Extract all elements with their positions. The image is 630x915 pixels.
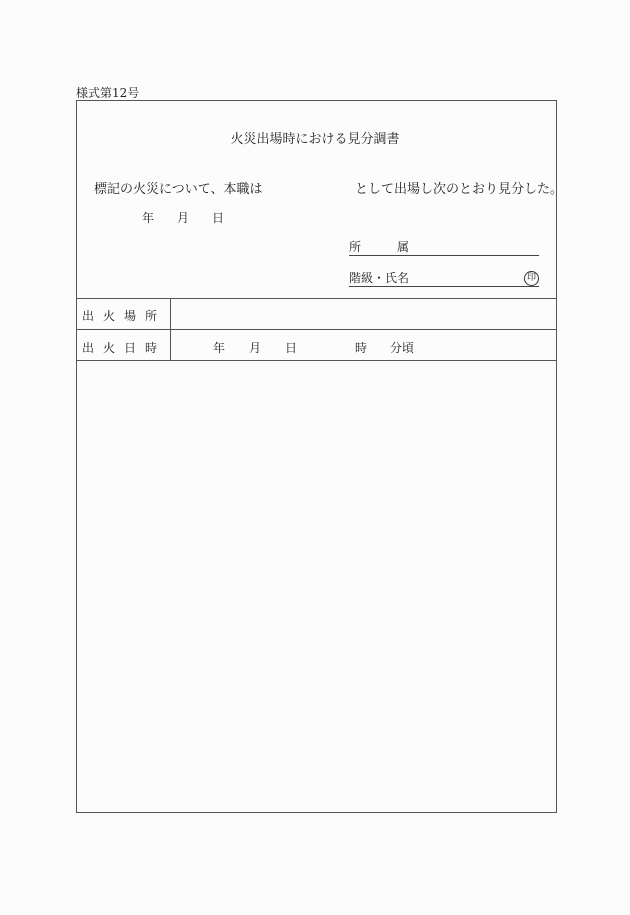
fire-hour-unit: 時 — [355, 341, 368, 355]
divider-bottom — [76, 360, 557, 361]
document-title: 火災出場時における見分調書 — [230, 132, 400, 147]
observation-body-area[interactable] — [78, 362, 555, 811]
fire-year-unit: 年 — [213, 341, 226, 355]
label-column-divider — [170, 298, 171, 360]
affiliation-label-2: 属 — [397, 240, 410, 254]
report-date-month: 月 — [177, 211, 190, 225]
affiliation-field[interactable] — [349, 238, 539, 256]
fire-location-label: 出火場所 — [82, 309, 167, 323]
report-date-day: 日 — [212, 211, 225, 225]
fire-month-unit: 月 — [249, 341, 262, 355]
fire-day-unit: 日 — [285, 341, 298, 355]
statement-right: として出場し次のとおり見分した。 — [355, 182, 564, 197]
affiliation-label-1: 所 — [349, 240, 362, 254]
seal-icon: 印 — [524, 271, 539, 286]
rank-name-label: 階級・氏名 — [349, 271, 410, 285]
report-date-year: 年 — [142, 211, 155, 225]
form-number: 様式第12号 — [76, 86, 140, 100]
rank-name-field[interactable] — [349, 269, 539, 287]
statement-left: 標記の火災について、本職は — [94, 182, 263, 197]
fire-datetime-label: 出火日時 — [82, 341, 167, 355]
fire-location-field[interactable] — [172, 299, 555, 329]
fire-minute-unit: 分頃 — [390, 341, 415, 355]
